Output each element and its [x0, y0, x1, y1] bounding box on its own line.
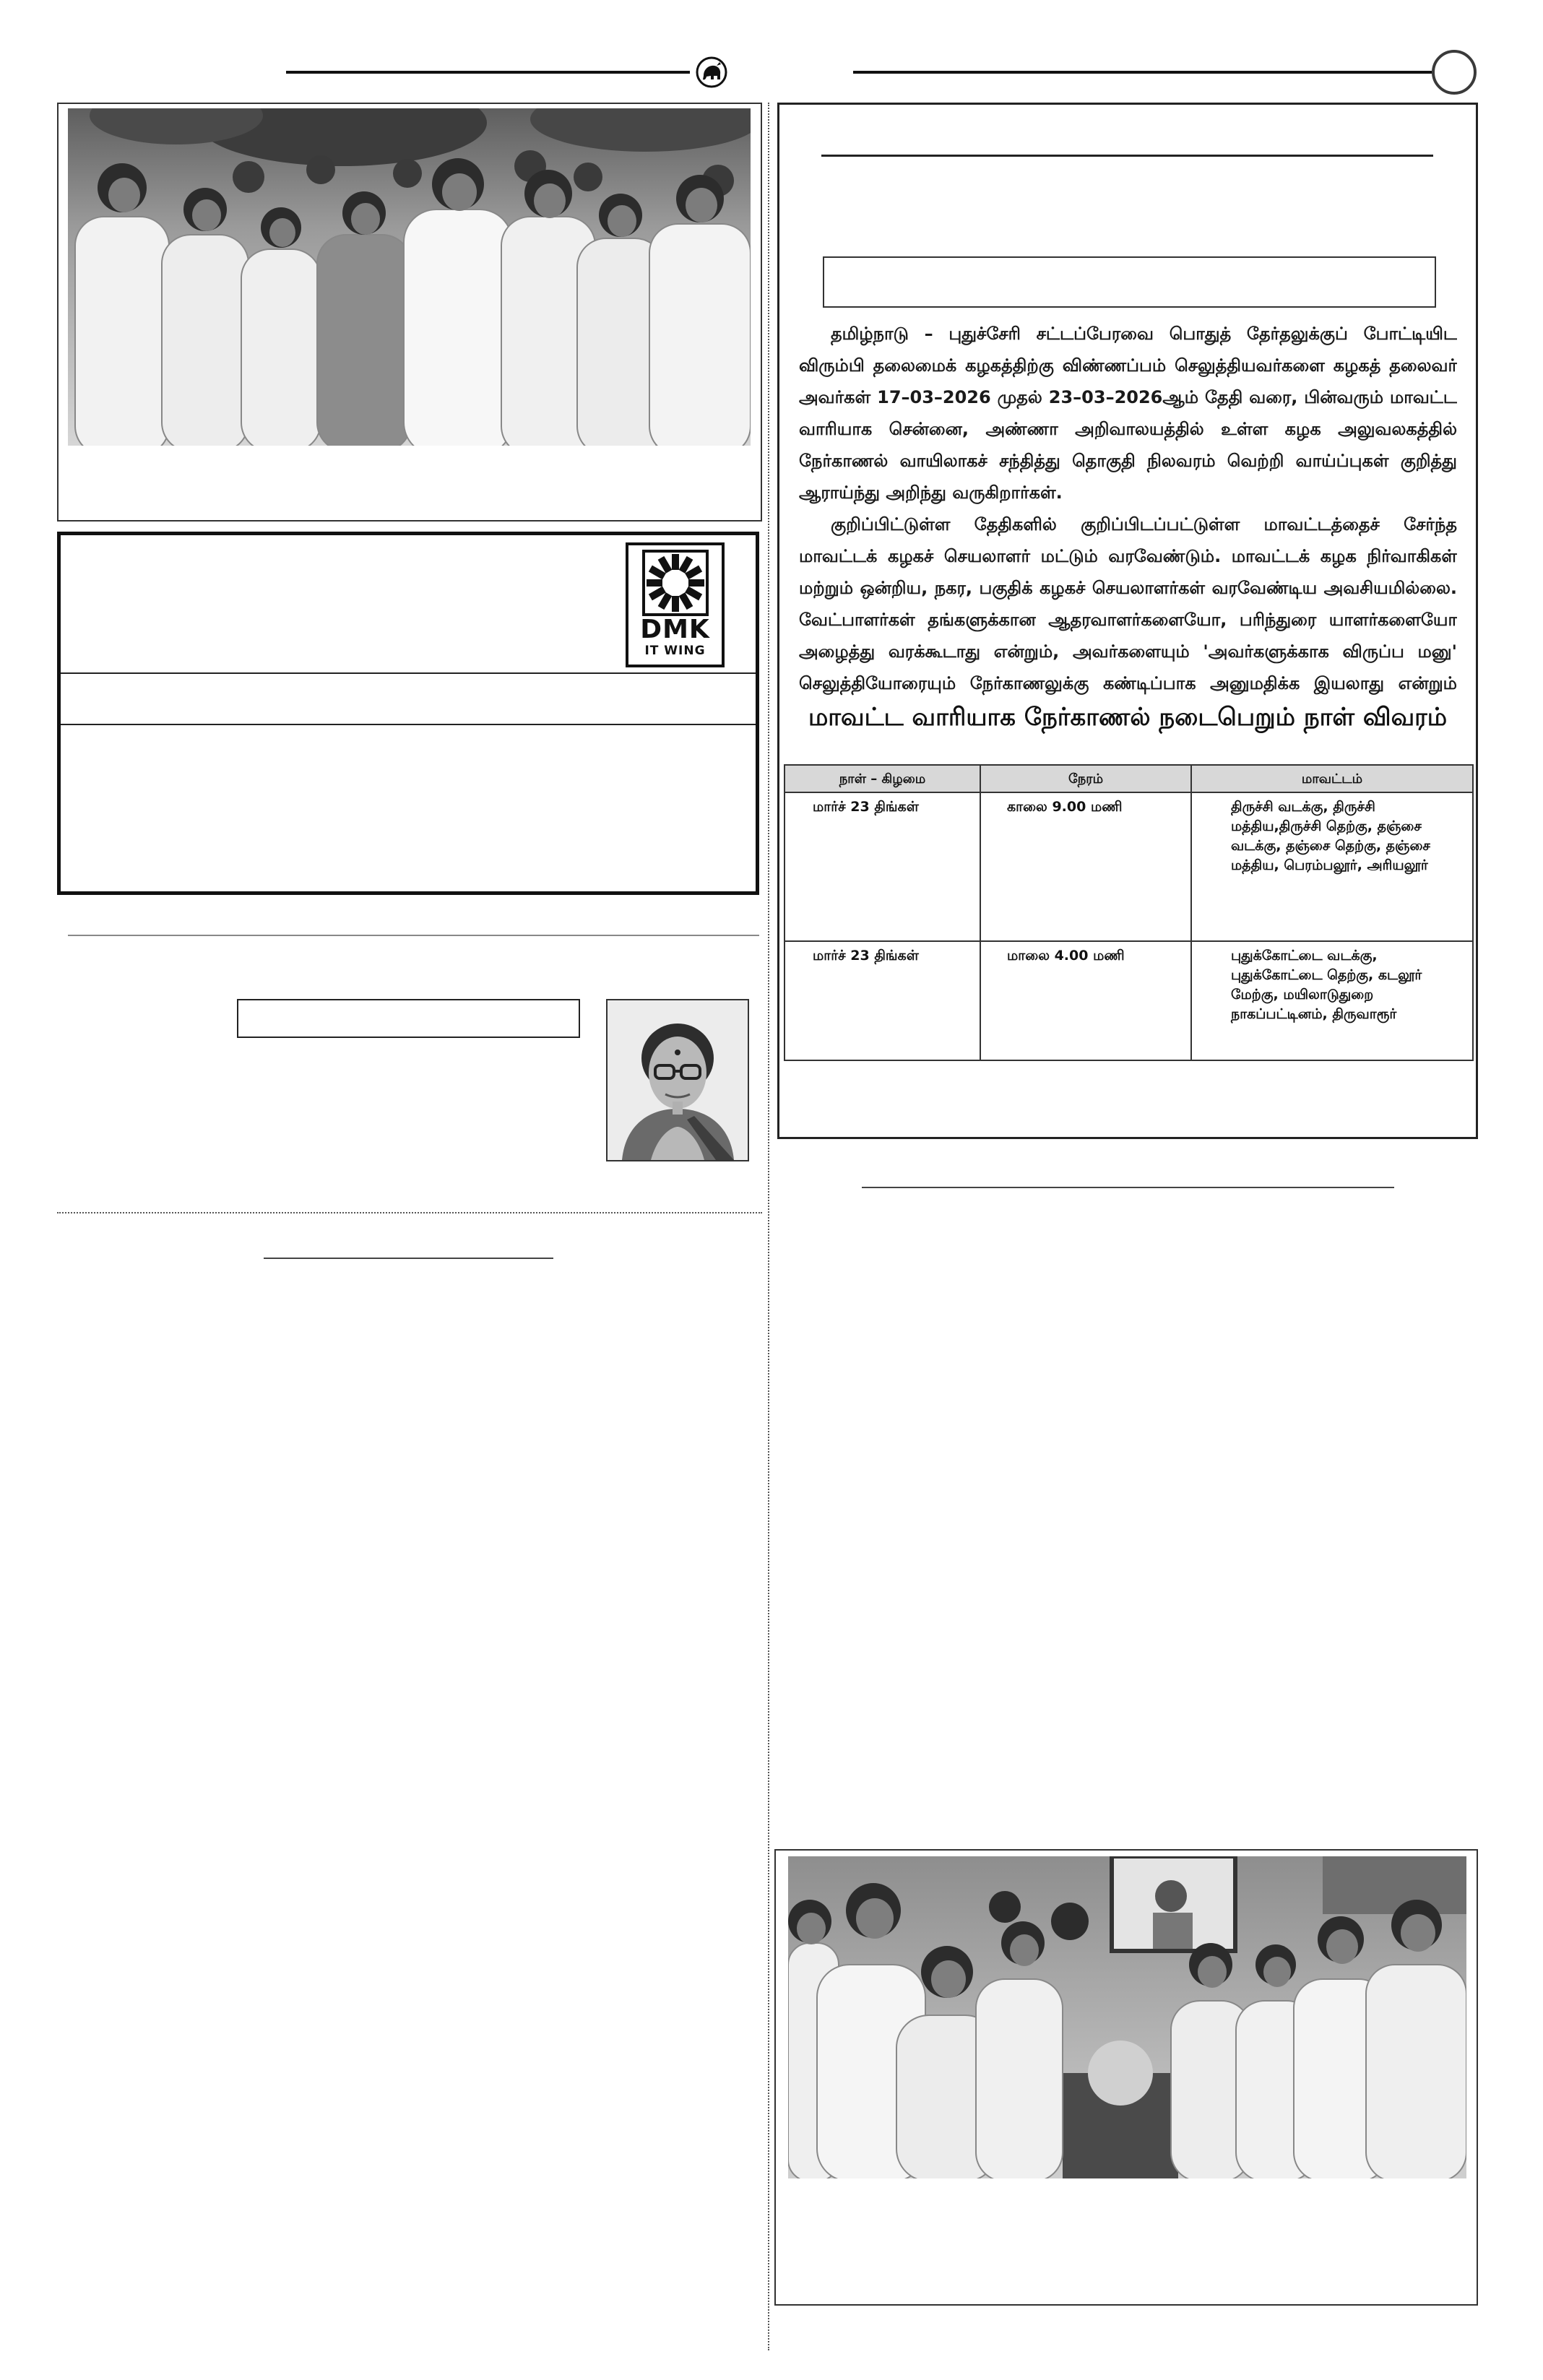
table-row — [785, 792, 1473, 941]
table-row — [785, 941, 1473, 1060]
masthead-emblem-icon — [695, 56, 728, 89]
cell-day: மார்ச் 23 திங்கள் — [785, 941, 980, 1060]
section-rule — [68, 935, 759, 936]
logo-sub-text: IT WING — [644, 644, 706, 658]
column-header-day: நாள் – கிழமை — [785, 765, 980, 792]
obituary-title-frame — [237, 999, 580, 1038]
article-paragraph: குறிப்பிட்டுள்ள தேதிகளில் குறிப்பிடப்பட்டுள்ள மாவட்டத்தைச் சேர்ந்த மாவட்டக் கழகச் செயலாளர் மட்டும் வரவேண்டும். மாவட்டக் கழக நிர்வாகிகள் மற்றும் ஒன்றிய, நகர, பகுதிக் கழகச் செயலாளர்கள் வரவேண்டிய அவசியமில்லை. வேட்பாளர்கள் தங்களுக்கான ஆதரவாளர்களையோ, பரிந்துரை யாளர்களையோ அழைத்து வரக்கூடாது என்றும், அவர்களையும் 'அவர்களுக்காக விருப்ப மனு' செலுத்தியோரையும் நேர்காணலுக்கு கண்டிப்பாக அனுமதிக்க இயலாது என்றும் — [799, 514, 1457, 693]
cell-districts: புதுக்கோட்டை வடக்கு, புதுக்கோட்டை தெற்கு, கடலூர் மேற்கு, மயிலாடுதுறை நாகப்பட்டினம், திருவாரூர் — [1191, 941, 1473, 1060]
logo-main-text: DMK — [640, 615, 710, 644]
dmk-it-wing-logo — [626, 542, 725, 667]
schedule-table — [784, 764, 1474, 1061]
page-number-badge — [1432, 50, 1477, 95]
column-header-district: மாவட்டம் — [1191, 765, 1473, 792]
cell-time: காலை 9.00 மணி — [980, 792, 1191, 941]
article-paragraph: தமிழ்நாடு – புதுச்சேரி சட்டப்பேரவை பொதுத் தேர்தலுக்குப் போட்டியிட விரும்பி தலைமைக் கழகத்திற்கு விண்ணப்பம் செலுத்தியவர்களை கழகத் தலைவர் அவர்கள் 17–03–2026 முதல் 23–03–2026ஆம் தேதி வரை, பின்வரும் மாவட்ட வாரியாக சென்னை, அண்ணா அறிவாலயத்தில் உள்ள கழக அலுவலகத்தில் நேர்காணல் வாயிலாகச் சந்தித்து தொகுதி நிலவரம் வெற்றி வாய்ப்புகள் குறித்து ஆராய்ந்து அறிந்து வருகிறார்கள். — [799, 324, 1457, 503]
article-title-frame — [823, 256, 1436, 308]
schedule-heading: மாவட்ட வாரியாக நேர்காணல் நடைபெறும் நாள் விவரம் — [808, 703, 1448, 732]
cell-time: மாலை 4.00 மணி — [980, 941, 1191, 1060]
table-header-row — [785, 765, 1473, 792]
masthead-rule-left — [286, 71, 690, 74]
cell-day: மார்ச் 23 திங்கள் — [785, 792, 980, 941]
column-header-time: நேரம் — [980, 765, 1191, 792]
article-headline-rule — [821, 155, 1433, 157]
headline-rule — [264, 1258, 553, 1259]
obituary-portrait — [606, 999, 749, 1161]
section-dotted-rule — [57, 1212, 762, 1213]
masthead-rule-right — [853, 71, 1432, 74]
article-body — [799, 318, 1457, 704]
sun-rays-icon — [642, 550, 709, 616]
column-divider — [768, 103, 769, 2350]
news-photo-top-left — [68, 108, 751, 446]
it-wing-divider — [61, 672, 756, 674]
headline-rule — [862, 1187, 1394, 1188]
cell-districts: திருச்சி வடக்கு, திருச்சி மத்திய,திருச்சி தெற்கு, தஞ்சை வடக்கு, தஞ்சை தெற்கு, தஞ்சை மத்திய, பெரம்பலூர், அரியலூர் — [1191, 792, 1473, 941]
it-wing-divider — [61, 724, 756, 725]
news-photo-bottom-right — [788, 1856, 1466, 2178]
